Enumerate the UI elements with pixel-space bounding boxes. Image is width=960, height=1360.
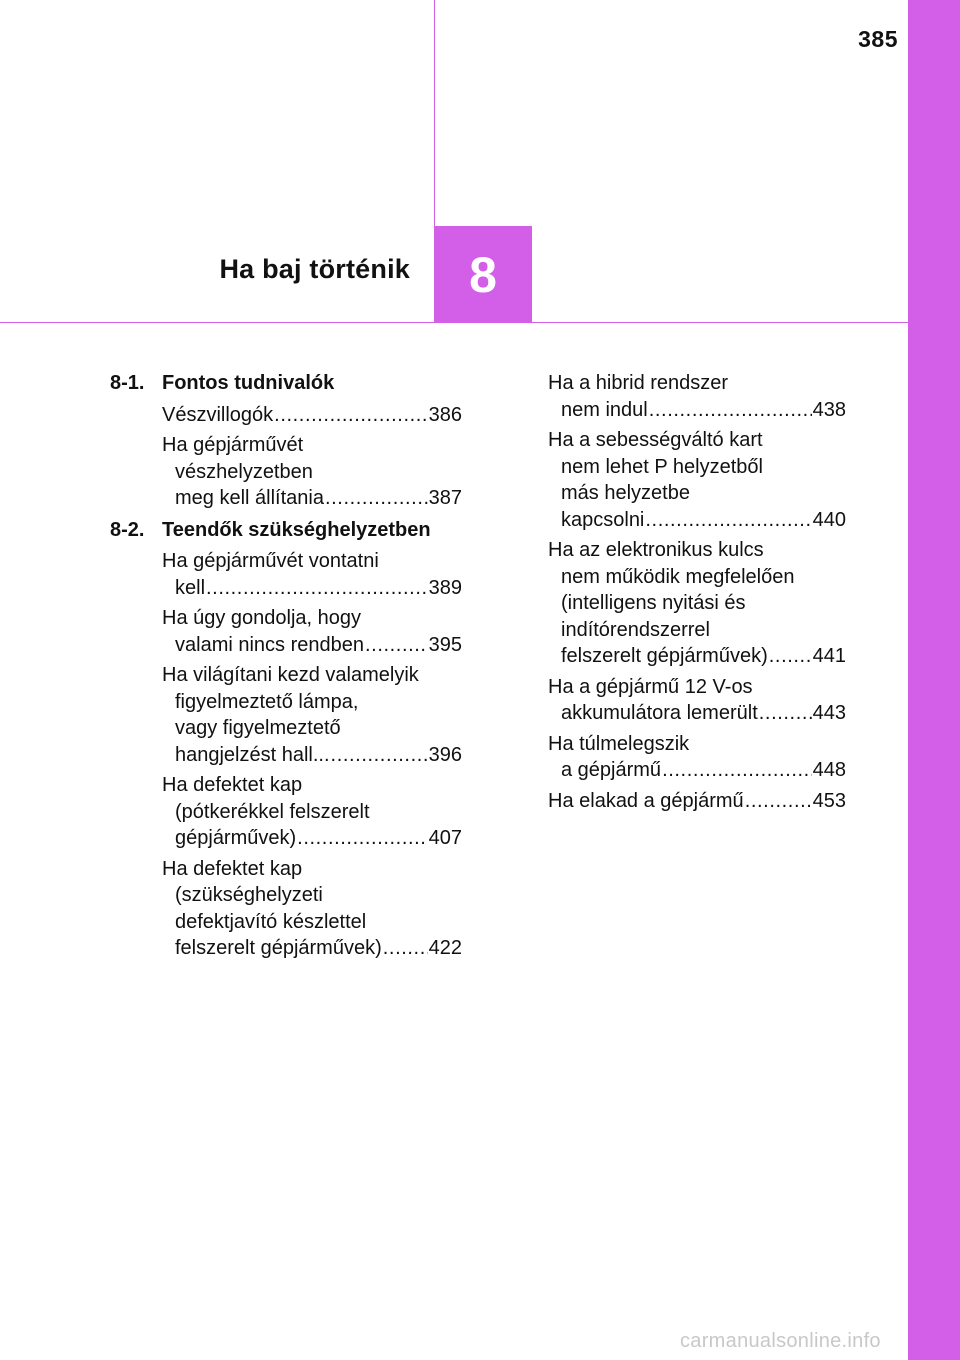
toc-entry-line: Ha világítani kezd valamelyik xyxy=(162,664,419,686)
dot-leader xyxy=(274,402,427,429)
toc-entry[interactable] xyxy=(162,548,462,601)
toc-entry-line: nem indul xyxy=(561,398,648,421)
toc-entry[interactable] xyxy=(162,772,462,852)
section-entries xyxy=(162,548,462,962)
toc-entry-line: hangjelzést hall... xyxy=(175,743,330,766)
toc-entry-line: Vészvillogók xyxy=(162,403,274,426)
toc-entry-last-line xyxy=(548,700,846,727)
toc-entry-line: Ha az elektronikus kulcs xyxy=(548,539,764,561)
dot-leader xyxy=(649,397,812,424)
toc-entry-line: Ha úgy gondolja, hogy xyxy=(162,607,362,629)
section-entries xyxy=(548,370,846,814)
dot-leader xyxy=(759,700,812,727)
toc-entry[interactable] xyxy=(548,370,846,423)
toc-entry-line: meg kell állítania xyxy=(175,487,324,509)
toc-page-number: 395 xyxy=(428,633,462,656)
toc-page-number: 389 xyxy=(428,576,462,599)
toc-entry-line: Ha defektet kap xyxy=(162,857,303,880)
toc-entry-line: defektjavító készlettel xyxy=(175,910,367,933)
header-vertical-rule xyxy=(434,0,435,228)
toc-entry-line: Ha a gépjármű 12 V-os xyxy=(548,675,753,698)
toc-entry-line: kapcsolni xyxy=(561,508,645,531)
toc-entry-line: figyelmeztető lámpa, xyxy=(175,690,359,713)
toc-entry[interactable] xyxy=(548,427,846,533)
toc-entry-last-line xyxy=(548,397,846,424)
section-title: Teendők szükséghelyzetben xyxy=(162,518,431,541)
dot-leader xyxy=(769,643,812,670)
toc-entry-line: felszerelt gépjárművek) xyxy=(561,645,768,667)
toc-entry-last-line xyxy=(162,575,462,602)
toc-section xyxy=(110,517,462,962)
dot-leader xyxy=(365,632,428,659)
toc-entry[interactable] xyxy=(548,537,846,670)
toc-entry-last-line xyxy=(548,643,846,670)
dot-leader xyxy=(331,742,428,769)
dot-leader xyxy=(325,485,428,512)
toc-entry[interactable] xyxy=(162,856,462,962)
toc-page-number: 453 xyxy=(812,789,846,812)
toc-entry-last-line xyxy=(162,632,462,659)
toc-entry-last-line xyxy=(548,757,846,784)
toc-section xyxy=(110,370,462,512)
toc-entry-line: valami nincs rendben xyxy=(175,633,364,656)
toc-entry-line: más helyzetbe xyxy=(561,482,690,504)
toc-entry-line: gépjárművek) xyxy=(175,827,297,849)
toc-page-number: 448 xyxy=(812,759,846,781)
toc-entry-line: nem lehet P helyzetből xyxy=(561,455,763,478)
toc-entry-line: Ha a sebességváltó kart xyxy=(548,429,763,451)
toc-entry[interactable] xyxy=(162,605,462,658)
toc-entry-line: (szükséghelyzeti xyxy=(175,884,323,906)
toc-entry[interactable] xyxy=(162,662,462,768)
toc-page-number: 386 xyxy=(428,403,462,426)
toc-entry-last-line xyxy=(162,402,462,429)
section-entries xyxy=(162,402,462,512)
toc-entry-line: (pótkerékkel felszerelt xyxy=(175,800,370,823)
toc-entry-last-line xyxy=(548,788,846,815)
toc-entry-line: a gépjármű xyxy=(561,759,662,781)
toc-entry-line: akkumulátora lemerült xyxy=(561,702,758,724)
toc-entry-line: kell xyxy=(175,576,206,599)
toc-entry-line: vagy figyelmeztető xyxy=(175,717,341,739)
dot-leader xyxy=(745,788,812,815)
dot-leader xyxy=(383,935,428,962)
toc-entry-line: nem működik megfelelően xyxy=(561,565,795,588)
section-number: 8-2. xyxy=(110,518,145,541)
toc-entry-line: felszerelt gépjárművek) xyxy=(175,937,382,959)
chapter-side-tab xyxy=(908,0,960,1360)
toc-entry-line: indítórendszerrel xyxy=(561,618,710,641)
chapter-title: Ha baj történik xyxy=(219,254,410,284)
chapter-number-badge: 8 xyxy=(434,226,532,323)
toc-page-number: 387 xyxy=(428,487,462,509)
section-number: 8-1. xyxy=(110,372,145,394)
toc-page-number: 443 xyxy=(812,702,846,724)
toc-entry-line: Ha a hibrid rendszer xyxy=(548,372,729,394)
toc-entry-last-line xyxy=(548,507,846,534)
toc-left-column xyxy=(110,370,462,967)
page-number: 385 xyxy=(858,26,898,52)
toc-entry-line: Ha elakad a gépjármű xyxy=(548,789,744,812)
dot-leader xyxy=(645,507,811,534)
toc-entry-line: Ha gépjárművét xyxy=(162,434,304,456)
watermark: carmanualsonline.info xyxy=(680,1330,881,1352)
toc-page-number: 440 xyxy=(812,508,846,531)
toc-entry-last-line xyxy=(162,485,462,512)
section-heading[interactable] xyxy=(110,370,462,397)
toc-entry[interactable] xyxy=(548,731,846,784)
toc-entry-line: Ha defektet kap xyxy=(162,774,303,796)
toc-entry-line: Ha gépjárművét vontatni xyxy=(162,550,379,572)
toc-entry[interactable] xyxy=(548,674,846,727)
dot-leader xyxy=(662,757,812,784)
toc-entry-last-line xyxy=(162,742,462,769)
section-title: Fontos tudnivalók xyxy=(162,372,335,394)
toc-entry-line: (intelligens nyitási és xyxy=(561,592,746,614)
toc-entry-line: vészhelyzetben xyxy=(175,460,313,483)
toc-page-number: 441 xyxy=(812,645,846,667)
toc-right-column xyxy=(548,370,846,818)
toc-entry-last-line xyxy=(162,825,462,852)
toc-page-number: 438 xyxy=(812,398,846,421)
toc-entry[interactable] xyxy=(162,432,462,512)
toc-page-number: 422 xyxy=(428,937,462,959)
toc-entry[interactable] xyxy=(162,402,462,429)
toc-entry-line: Ha túlmelegszik xyxy=(548,732,690,755)
toc-page-number: 396 xyxy=(428,743,462,766)
dot-leader xyxy=(206,575,428,602)
toc-entry[interactable] xyxy=(548,788,846,815)
toc-entry-last-line xyxy=(162,935,462,962)
section-heading[interactable] xyxy=(110,517,462,544)
toc-page-number: 407 xyxy=(428,827,462,849)
dot-leader xyxy=(297,825,427,852)
